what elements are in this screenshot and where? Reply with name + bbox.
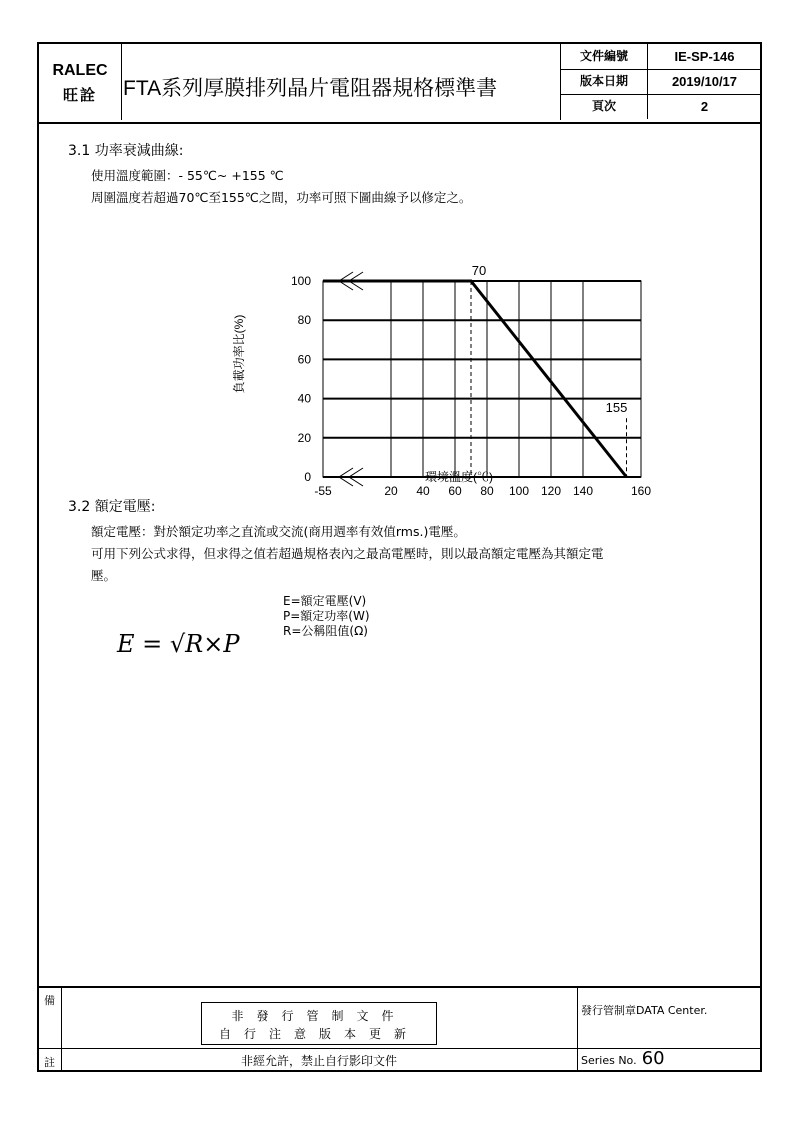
meta-key: 頁次 — [561, 94, 648, 119]
y-tick-label: 20 — [297, 430, 311, 445]
x-axis-label: 環境溫度(℃) — [425, 470, 493, 484]
x-tick-label: -55 — [314, 484, 332, 498]
meta-row-version-date — [561, 69, 761, 95]
plot-border — [323, 281, 641, 477]
formula-legend-p: P=額定功率(W) — [283, 609, 370, 623]
y-axis-label: 負載功率比(%) — [232, 314, 246, 394]
document-footer — [39, 986, 760, 1072]
document-title: FTA系列厚膜排列晶片電阻器規格標準書 — [123, 77, 498, 100]
meta-key: 版本日期 — [561, 69, 648, 94]
company-name-zh: 旺詮 — [62, 87, 97, 104]
annotation-70: 70 — [471, 263, 487, 278]
derating-curve — [323, 281, 627, 477]
rated-voltage-formula-intro-cont: 壓。 — [91, 568, 117, 583]
remarks-label-top: 備 — [44, 994, 55, 1007]
company-cell — [39, 44, 122, 120]
issuer-column — [577, 988, 761, 1072]
derating-description-text: 周圍溫度若超過70℃至155℃之間，功率可照下圖曲線予以修定之。 — [91, 190, 472, 205]
section-3-1-heading: 3.1 功率衰減曲線: — [68, 143, 184, 159]
x-tick-label: 80 — [480, 484, 494, 498]
document-header — [39, 44, 760, 124]
meta-value: IE-SP-146 — [674, 49, 735, 64]
y-tick-label: 100 — [290, 274, 311, 288]
annotation-155: 155 — [605, 400, 628, 416]
uncontrolled-document-notice — [201, 1002, 437, 1045]
formula-legend-r: R=公稱阻值(Ω) — [283, 624, 368, 638]
x-tick-label: 40 — [416, 484, 430, 498]
section-3-2-heading: 3.2 額定電壓: — [68, 499, 156, 515]
notice-line-1: 非發行管制文件 — [231, 1009, 407, 1023]
x-tick-label: 100 — [508, 484, 530, 498]
x-tick-label: 60 — [448, 484, 462, 498]
power-derating-chart — [219, 219, 652, 498]
x-tick-label: 20 — [384, 484, 398, 498]
formula-legend-e: E=額定電壓(V) — [283, 594, 367, 608]
meta-row-page — [561, 94, 761, 119]
remarks-label-column — [39, 988, 62, 1072]
series-label: Series No. — [581, 1054, 637, 1067]
meta-key: 文件編號 — [561, 44, 648, 69]
x-tick-label: 120 — [540, 484, 562, 498]
y-tick-label: 0 — [304, 470, 311, 484]
copy-prohibited-notice: 非經允許，禁止自行影印文件 — [240, 1054, 397, 1068]
page-frame — [37, 42, 762, 1072]
rated-voltage-formula: E = √R×P — [117, 630, 240, 658]
meta-value: 2019/10/17 — [671, 74, 738, 89]
meta-value: 2 — [700, 99, 709, 114]
notice-line-2: 自行注意版本更新 — [218, 1027, 419, 1041]
meta-row-doc-no — [561, 44, 761, 70]
y-tick-label: 80 — [297, 313, 311, 328]
series-value: 60 — [641, 1048, 665, 1069]
rated-voltage-formula-intro: 可用下列公式求得，但求得之值若超過規格表內之最高電壓時，則以最高額定電壓為其額定電 — [91, 546, 604, 561]
document-meta-table — [560, 44, 761, 120]
remarks-label-bottom: 註 — [44, 1056, 55, 1069]
temperature-range-text: 使用溫度範圍：- 55℃~ +155 ℃ — [91, 168, 284, 183]
y-tick-label: 40 — [297, 391, 311, 406]
company-name-en: RALEC — [52, 62, 108, 79]
series-number — [581, 1048, 665, 1069]
x-tick-label: 140 — [572, 484, 594, 498]
rated-voltage-definition: 額定電壓：對於額定功率之直流或交流(商用週率有效值rms.)電壓。 — [91, 524, 466, 539]
x-tick-label: 160 — [630, 484, 652, 498]
y-tick-label: 60 — [297, 352, 311, 367]
issuer-stamp-text: 發行管制章DATA Center. — [581, 1004, 708, 1017]
